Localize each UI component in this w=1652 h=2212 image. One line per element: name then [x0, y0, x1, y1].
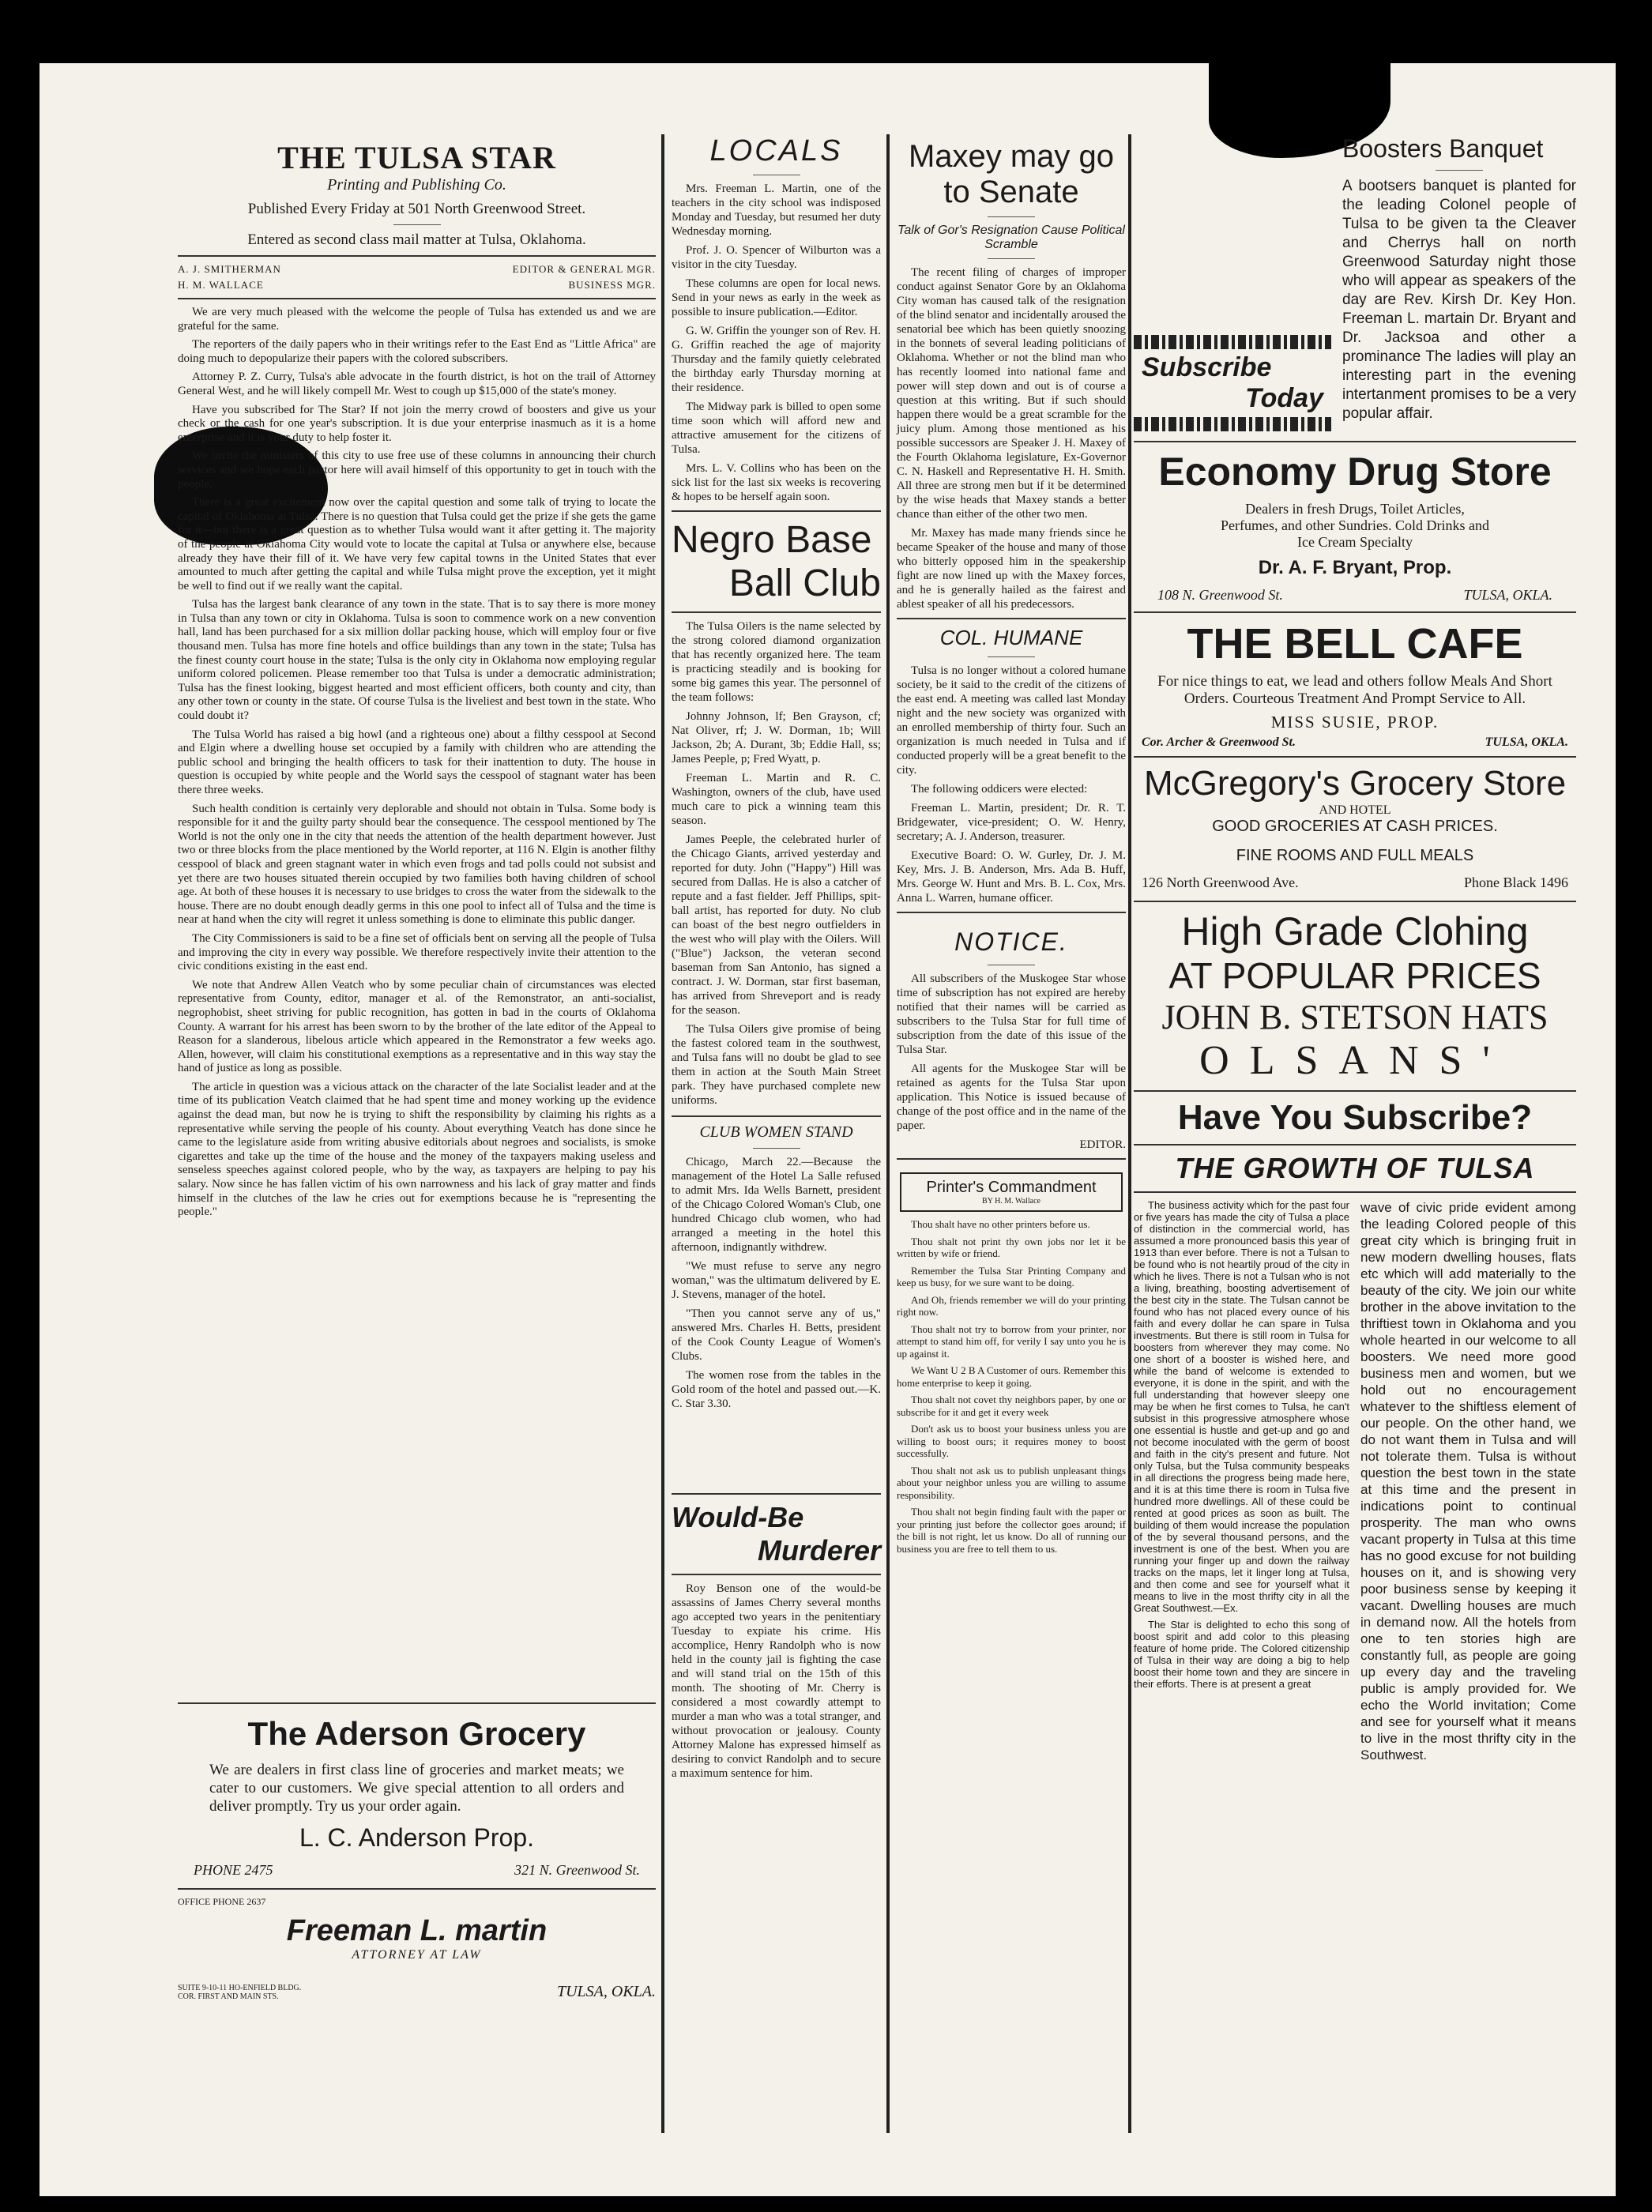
greek-border — [1134, 335, 1331, 349]
commandment-item: Thou shalt have no other printers before us. — [911, 1218, 1090, 1230]
maxey-subheading: Talk of Gor's Resignation Cause Political Scramble — [897, 224, 1125, 251]
staff-line — [178, 263, 656, 276]
cafe-prop: MISS SUSIE, PROP. — [1270, 713, 1439, 732]
local-item: Mrs. Freeman L. Martin, one of the teachers in the city school was indisposed Monday and Tuesday, but resumed her duty Wednesday morning. — [672, 182, 881, 238]
grocery-phone: Phone Black 1496 — [1464, 875, 1568, 890]
commandment-item: And Oh, friends remember we will do your printing right now. — [897, 1293, 1126, 1318]
anderson-address: 321 N. Greenwood St. — [514, 1862, 640, 1878]
subscribe-box-wrap — [1134, 134, 1331, 434]
baseball-paragraph: James Peeple, the celebrated hurler of the Chicago Giants, arrived yesterday and reported for duty. John ("Happy") Hill was secured from Dallas. He is also a catcher of repute and a fast fielder. Jeff Phillips, spit-ball artist, has reported for duty. No club can boast of the best negro outfielders in the west who will play with the Oilers. Will ("Blue") Jackson, the veteran second baseman from San Antonio, has signed a contract. J. W. Dorman, star first baseman, has arrived from Shreveport and is ready for the season. — [672, 833, 881, 1017]
local-item: These columns are open for local news. Send in your news as early in the week as possible to insure publication.—Editor. — [672, 277, 881, 318]
editorial-paragraph: We note that Andrew Allen Veatch who by some peculiar chain of circumstances was elected representative from County, editor, manager et al. of the Remonstrator, an anti-socialist, negrophobist, sheet striving for public recognition, has gotten in bad in the courts of Oklahoma County. A warrant for his arrest has been sworn to by the brother of the late editor of the Appeal to Reason for a slanderous, libelous article which appeared in the Remonstrator a few weeks ago. Allen, however, will claim his constitutional exemptions as a representative and in this way stay the hand of justice as long as possible. — [178, 978, 656, 1075]
masthead-published: Published Every Friday at 501 North Greenwood Street. — [247, 201, 586, 217]
column-locals — [672, 134, 881, 2149]
club-women-paragraph: Chicago, March 22.—Because the management of the Hotel La Salle refused to admit Mrs. Ida Wells Barnett, president of the Chicago Colored Woman's Club, one hundred Chicago club women, who had arranged a meeting in the hotel this afternoon, indignantly withdrew. — [672, 1156, 881, 1254]
maxey-heading: Maxey may go to Senate — [908, 139, 1115, 209]
editorial-paragraph: Such health condition is certainly very deplorable and should not obtain in Tulsa. Some body is responsible for it and the guilty party should bear the consequence. The cesspool mentioned by The World is not the only one in the city that needs the attention of the health department however. Just two or three blocks from the place mentioned by the World reporter, at 116 N. Elgin is another filthy cesspool of black and green stagnant water in which even frogs and tad polls could not subsist and yet there are two houses situated therein occupied by two families both having children of school age. At both of these houses it is necessary to use bridges to cross the water from the sidewalk to the house. There are no doubt enough deadly germs in this one pool to infect all of Tulsa and the time is near at hand when the city will regret it unless something is done to eliminate this public danger. — [178, 802, 656, 927]
humane-paragraph: Executive Board: O. W. Gurley, Dr. J. M. Key, Mrs. J. B. Anderson, Mrs. Ada B. Huff, Mrs. George W. Hunt and Mrs. B. L. Cox, Mrs. Anna L. Warren, humane officer. — [897, 849, 1126, 905]
grocery-title: McGregory's Grocery Store — [1143, 764, 1567, 803]
club-women-heading: CLUB WOMEN STAND — [699, 1123, 853, 1141]
local-item: Prof. J. O. Spencer of Wilburton was a visitor in the city Tuesday. — [672, 244, 881, 271]
column-editorial — [178, 134, 656, 2149]
editorial-text — [178, 306, 656, 1696]
martin-city: TULSA, OKLA. — [556, 1983, 656, 2000]
baseball-paragraph: Freeman L. Martin and R. C. Washington, owners of the club, have used much care to pick a winning team this season. — [672, 772, 881, 827]
growth-heading: THE GROWTH OF TULSA — [1175, 1152, 1535, 1184]
clothing-ad — [1134, 908, 1576, 1084]
commandment-item: Thou shalt not covet thy neighbors paper, by one or subscribe for it and get it every week — [897, 1394, 1126, 1418]
staff-title: BUSINESS MGR. — [568, 279, 656, 291]
baseball-paragraph: Johnny Johnson, lf; Ben Grayson, cf; Nat Oliver, rf; J. W. Dorman, 1b; Will Jackson, 2b; A. Durant, 3b; Eddie Hall, ss; James Peeple, p; Fred Wyatt, p. — [672, 710, 881, 766]
greek-border — [1134, 417, 1331, 431]
cafe-address: Cor. Archer & Greenwood St. — [1142, 735, 1296, 749]
commandment-item: Remember the Tulsa Star Printing Company and keep us busy, for we sure want to be doing. — [897, 1264, 1126, 1288]
drug-title: Economy Drug Store — [1158, 450, 1552, 494]
martin-office-phone: OFFICE PHONE 2637 — [178, 1896, 266, 1907]
growth-col-1 — [1134, 1199, 1349, 1690]
clothing-line-1: High Grade Clohing — [1181, 909, 1529, 954]
club-women-paragraph: "Then you cannot serve any of us," answered Mrs. Charles H. Betts, president of the Cook County League of Women's Clubs. — [672, 1307, 881, 1363]
grocery-address: 126 North Greenwood Ave. — [1142, 875, 1299, 890]
drug-city: TULSA, OKLA. — [1463, 587, 1552, 603]
baseball-heading-2: Ball Club — [728, 562, 881, 604]
clothing-line-3: JOHN B. STETSON HATS — [1161, 998, 1549, 1036]
growth-paragraph: The business activity which for the past four or five years has made the city of Tulsa a place of distinction in the commercial world, has assumed a more pronounced basis this year of 1913 than ever before. There is not a Tulsan to be found who is not heartily proud of the city in which he lives. There is not a Tulsan who is not a living, breathing, boosting advertisement of the best city in the state. The Tulsan cannot be found who has not placed every ounce of his faith and every dollar he can spare in Tulsa investments. But there is still room in Tulsa for boosters from wherever they may come. No one short of a booster is wished here, and while the band of welcome is extended to everyone, it is done in the spirit, and with the full understanding that however sleepy one may be when he first comes to Tulsa, he can't subsist in this progressive atmosphere whose one essential is hustle and get-up and go and not become inoculated with the germ of boost and faith in the city's present and future. Not only Tulsa, but the Tulsa community bespeaks in all directions the progress being made here, and it is at this time there is room in Tulsa five hundred more dwellings. All of these could be rented at good prices as soon as built. The building of them would increase the population of the by several thousand persons, and the investment is one of the best. When you are running your finger up and down the railway tracks on the maps, let it linger long at Tulsa, and then come and see for yourself what it means to live in the most thrifty city in all the Great Southwest.—Ex. — [1134, 1199, 1349, 1614]
editorial-paragraph: We are very much pleased with the welcome the people of Tulsa has extended us and we are grateful for the same. — [178, 306, 656, 333]
editorial-paragraph: There is a great excitement now over the capital question and some talk of trying to locate the capital of Oklahoma at Tulsa. There is no question that Tulsa could get the prize if she gets the game for it—but there is a great question as to whether Tulsa would want it after getting it. The majority of the people at Oklahoma City would vote to locate the capital at Tulsa or anywhere else, because already they have their fill of it. We have very few capital towns in the United States that ever amounted to much after getting the capital and while Tulsa might prove the exception, yet it might be well to find out if we really want the capital. — [178, 496, 656, 592]
local-item: Mrs. L. V. Collins who has been on the sick list for the last six weeks is recovering & hopes to be herself again soon. — [672, 462, 881, 503]
editorial-paragraph: The reporters of the daily papers who in their writings refer to the East End as "Little Africa" are doing much to depopularize their papers with the colored subscribers. — [178, 338, 656, 365]
anderson-prop: L. C. Anderson Prop. — [299, 1823, 535, 1852]
baseball-paragraph: The Tulsa Oilers give promise of being the fastest colored team in the southwest, and Tulsa fans will no doubt be glad to see them in action at the South Main Street park. They have purchased complete new uniforms. — [672, 1023, 881, 1107]
commandment-item: Thou shalt not print thy own jobs nor let it be written by wife or friend. — [897, 1235, 1126, 1259]
anderson-body: We are dealers in first class line of groceries and market meats; we cater to our customers. We give special attention to all orders and deliver promptly. Try us your order again. — [209, 1762, 624, 1815]
growth-col-2 — [1360, 1199, 1576, 1762]
editorial-paragraph: Have you subscribed for The Star? If not join the merry crowd of boosters and give us your check or the cash for one year's subscription. It is due your enterprise inasmuch as it is a home enterprise and it is your duty to help foster it. — [178, 403, 656, 444]
humane-heading: COL. HUMANE — [939, 626, 1083, 649]
banquet-article — [1342, 134, 1576, 434]
column-ads — [1134, 134, 1576, 2149]
growth-article — [1134, 1199, 1576, 1762]
staff-name: A. J. SMITHERMAN — [178, 263, 281, 275]
baseball-heading-1: Negro Base — [672, 519, 872, 561]
editorial-paragraph: The City Commissioners is said to be a fine set of officials bent on serving all the people of Tulsa and improving the city in every way possible. We therefore respectively invite their attention to the civic conditions existing in the east end. — [178, 931, 656, 973]
notice-paragraph: All agents for the Muskogee Star will be retained as agents for the Tulsa Star upon application. This Notice is issued because of change of the post office and in the name of the paper. — [897, 1063, 1126, 1132]
humane-paragraph: The following oddicers were elected: — [911, 783, 1088, 796]
masthead-subtitle: Printing and Publishing Co. — [327, 176, 506, 194]
growth-paragraph: wave of civic pride evident among the leading Colored people of this great city which is bringing fruit in new modern dwelling houses, flats etc which will add materially to the beauty of the city. We join our white brother in the above invitation to the thriftiest town in Oklahoma and you whole hearted in our welcome to all boosters. We need more good business men and women, but we hold out no encouragement whatever to the shiftless element of our people. On the other hand, we do not want them in Tulsa and will not tolerate them. Tulsa is without question the best town in the state at this time and the present in indications point to continual prosperity. The man who owns vacant property in Tulsa at this time has no good excuse for not building houses on it, and is showing very poor business sense by keeping it vacant. Dwelling houses are much in demand now. All the hotels from one to ten stories high are constantly full, as people are going up every day and the traveling public is amply provided for. We echo the World invitation; Come and see for yourself what it means to live in the most thrifty city in the Southwest. — [1360, 1200, 1576, 1762]
drug-body: Dealers in fresh Drugs, Toilet Articles, Perfumes, and other Sundries. Cold Drinks and Ice Cream Specialty — [1221, 501, 1489, 550]
murderer-text — [672, 1582, 881, 1781]
anderson-contact — [194, 1862, 640, 1879]
commandment-item: Don't ask us to boost your business unless you are willing to boost ours; it requires money to boost successfully. — [897, 1423, 1126, 1459]
grocery-line: GOOD GROCERIES AT CASH PRICES. — [1212, 818, 1498, 835]
drug-ad — [1134, 449, 1576, 604]
anderson-ad — [178, 1715, 656, 1879]
club-women-paragraph: "We must refuse to serve any negro woman," was the ultimatum delivered by E. J. Stevens, manager of the hotel. — [672, 1260, 881, 1301]
clothing-line-4: OLSANS' — [1199, 1038, 1511, 1083]
newspaper-page — [40, 63, 1616, 2196]
locals-heading: LOCALS — [709, 134, 843, 167]
maxey-paragraph: The recent filing of charges of improper conduct against Senator Gore by an Oklahoma City woman has caused talk of the resignation of the blind senator and incidentally aroused the senatorial bee which has been quietly snoozing in the bonnets of several leading politicians of Oklahoma. Whether or not the blind man who has recently loomed into national fame and power will step down and out is of course a question at this writing. But if such should happen there would be a great scramble for the juicy plum. Among those mentioned as his possible successors are Speaker J. H. Maxey of the Fourth Oklahoma legislature, Ex-Governor C. N. Haskell and Representative H. H. Smith. All three are strong men but if it be determined by the wise heads that Maxey stands a better chance than either of the other two men. — [897, 266, 1126, 521]
growth-paragraph: The Star is delighted to echo this song of boost spirit and add color to this pleasing feature of home pride. The Colored citizenship of Tulsa in their way are doing a big to help boost their home town and they are sincere in their efforts. There is at present a great — [1134, 1619, 1349, 1690]
staff-name: H. M. WALLACE — [178, 279, 264, 291]
local-item: G. W. Griffin the younger son of Rev. H. G. Griffin reached the age of majority Thursday and the family quietly celebrated the birthday early Thursday morning at their residence. — [672, 325, 881, 394]
editorial-paragraph: Tulsa has the largest bank clearance of any town in the state. That is to say there is more money in Tulsa than any town or city in Oklahoma. Tulsa is soon to commence work on a new convention hall, land has been purchased for a six million dollar packing house, which will employ four or five thousand men. Tulsa has more fine hotels and office buildings than any town in the state; Tulsa has the finest county court house in the state; Tulsa is the only city in Oklahoma now employing regular uniform colored policemen. Please remember too that Tulsa is under a democratic administration; Tulsa has the finest looking, biggest hearted and most efficient officers, both county and city, than any other town or county in the state. Of course Tulsa is the liveliest and best town in the state. Who could doubt it? — [178, 598, 656, 723]
commandment-item: We Want U 2 B A Customer of ours. Remember this home enterprise to keep it going. — [897, 1364, 1126, 1389]
baseball-text — [672, 619, 881, 1109]
commandment-item: Thou shalt not begin finding fault with the paper or your printing just before the collector goes around; if the bill is not right, let us know. Do all of running our business you are free to tell them to us. — [897, 1506, 1126, 1555]
subscribe-headline: Have You Subscribe? — [1177, 1098, 1533, 1137]
martin-ad — [178, 1896, 656, 2001]
editorial-paragraph: We invite the ministers of this city to use free use of these columns in announcing their church services and we hope each pastor here will avail himself of this opportunity to get in touch with the people. — [178, 450, 656, 491]
column-rule — [886, 134, 890, 2133]
subscribe-line-2: Today — [1245, 383, 1323, 413]
club-women-paragraph: The women rose from the tables in the Gold room of the hotel and passed out.—K. C. Star 3.30. — [672, 1369, 881, 1410]
local-item: The Midway park is billed to open some time soon which will afford new and attractive amusement for the citizens of Tulsa. — [672, 401, 881, 456]
column-rule — [661, 134, 664, 2133]
commandment-heading: Printer's Commandment — [926, 1179, 1097, 1196]
maxey-text — [897, 265, 1126, 611]
grocery-sub: AND HOTEL — [1319, 803, 1391, 817]
masthead-title: THE TULSA STAR — [277, 140, 556, 175]
murderer-paragraph: Roy Benson one of the would-be assassins of James Cherry several months ago accepted two years in the penitentiary Tuesday to expiate his crime. His accomplice, Henry Randolph who is now held in the county jail is fighting the case and will stand trial on the 15th of this month. The shooting of Mr. Cherry is considered a most cowardly attempt to murder a man who was a total stranger, and without provocation or jealousy. County Attorney Malone has expressed himself as desiring to convict Randolph and to secure a maximum sentence for him. — [672, 1582, 881, 1780]
club-women-text — [672, 1155, 881, 1487]
grocery-ad — [1134, 764, 1576, 891]
humane-paragraph: Freeman L. Martin, president; Dr. R. T. Bridgewater, vice-president; O. W. Henry, secretary; A. J. Anderson, treasurer. — [897, 802, 1126, 843]
anderson-phone: PHONE 2475 — [194, 1862, 273, 1878]
locals-list — [672, 182, 881, 504]
notice-heading: NOTICE. — [954, 927, 1068, 956]
editorial-paragraph: The article in question was a vicious attack on the character of the late Socialist leader and at the time of its publication Veatch claimed that he had spent time and money working up the evidence against the dead man, but now he is trying to shift the responsibility by claiming his rights as a representative while serving the people of his county. About everything Veatch has done since he came to the legislature aside from writing abusive editorials about negroes and socialists, is smoke cigarettes and take up the time of the house and the money of the taxpayers making useless and senseless speeches against colored people, who by the way, as taxpayers are helping to pay his salary. Now since he has fallen victim of his own narrowness and his lack of gray matter and finds himself in the clutches of the law he cries out for exemptions because he is "representing the people." — [178, 1080, 656, 1219]
humane-text — [897, 664, 1126, 905]
martin-name: Freeman L. martin — [286, 1914, 548, 1947]
cafe-city: TULSA, OKLA. — [1485, 735, 1568, 749]
editorial-paragraph: Attorney P. Z. Curry, Tulsa's able advocate in the fourth district, is hot on the trail of Attorney General West, and he will likely compell Mr. West to cough up $15,000 of the state's money. — [178, 371, 656, 397]
notice-signed: EDITOR. — [1079, 1138, 1126, 1151]
notice-text — [897, 972, 1126, 1152]
grocery-rooms: FINE ROOMS AND FULL MEALS — [1236, 847, 1474, 864]
cafe-title: THE BELL CAFE — [1187, 620, 1523, 668]
drug-address: 108 N. Greenwood St. — [1157, 587, 1283, 603]
commandment-item: Thou shalt not try to borrow from your printer, nor attempt to stand him off, for verily I say unto you he is up against it. — [897, 1322, 1126, 1360]
cafe-ad — [1134, 619, 1576, 750]
masthead-entered: Entered as second class mail matter at Tulsa, Oklahoma. — [247, 231, 586, 248]
banquet-text: A bootsers banquet is planted for the leading Colonel people of Tulsa to be given ta the Cleaver and Cherrys hall on north Greenwood Saturday night those who will appear as speakers of the day are Rev. Kirsh Dr. Key Hon. Freeman L. martain Dr. Bryant and Dr. Jacksoa and other a prominance The ladies will play an interesting part in the evening intertanment promises to be a very popular affair. — [1342, 178, 1576, 422]
banquet-heading: Boosters Banquet — [1342, 134, 1544, 163]
baseball-paragraph: The Tulsa Oilers is the name selected by the strong colored diamond organization that has recently organized here. The team is practicing steadily and is booking for some big games this year. The personnel of the team follows: — [672, 620, 881, 704]
staff-title: EDITOR & GENERAL MGR. — [512, 263, 656, 275]
notice-paragraph: All subscribers of the Muskogee Star whose time of subscription has not expired are hereby notified that their names will be carried as subscribers to the Tulsa Star for full time of subscription from the date of this issue of the Tulsa Star. — [897, 972, 1126, 1056]
commandment-byline: BY H. M. Wallace — [982, 1197, 1040, 1206]
cafe-body: For nice things to eat, we lead and others follow Meals And Short Orders. Courteous Treatment And Prompt Service to All. — [1157, 673, 1552, 707]
column-rule — [1128, 134, 1131, 2133]
drug-prop: Dr. A. F. Bryant, Prop. — [1258, 557, 1452, 578]
column-news — [897, 134, 1126, 2149]
martin-title: ATTORNEY AT LAW — [352, 1948, 482, 1962]
maxey-paragraph: Mr. Maxey has made many friends since he became Speaker of the house and many of those who bitterly opposed him in the speakership fight are now lined up with the Maxey forces, and he is generally hailed as the fairest and ablest speaker of all his predecessors. — [897, 527, 1126, 611]
clothing-line-2: AT POPULAR PRICES — [1168, 955, 1541, 996]
murderer-heading-2: Murderer — [757, 1534, 881, 1567]
subscribe-line-1: Subscribe — [1142, 352, 1272, 382]
commandment-box — [900, 1172, 1123, 1212]
commandment-item: Thou shalt not ask us to publish unpleasant things about your neighbor unless you are willing to assume responsibility. — [897, 1464, 1126, 1501]
martin-suite: SUITE 9-10-11 HO-ENFIELD BLDG. COR. FIRST AND MAIN STS. — [178, 1983, 302, 2001]
murderer-heading-1: Would-Be — [672, 1501, 804, 1533]
humane-paragraph: Tulsa is no longer without a colored humane society, be it said to the credit of the citizens of the east end. A meeting was called last Monday night and the new society was organized with an enrolled membership of thirty four. Such an organization is much needed in Tulsa and if conducted properly will be a great benefit to the city. — [897, 664, 1126, 777]
staff-line — [178, 279, 656, 292]
commandment-list — [897, 1218, 1126, 1555]
anderson-title: The Aderson Grocery — [247, 1715, 586, 1752]
editorial-paragraph: The Tulsa World has raised a big howl (and a righteous one) about a filthy cesspool at Second and Elgin where a dwelling house set occupied by a family with children who are attending the public school and bringing the health officers to task for their inattention to duty. The house in question is occupied by white people and the World says the cesspool of stagnant water has been there three weeks. — [178, 728, 656, 796]
